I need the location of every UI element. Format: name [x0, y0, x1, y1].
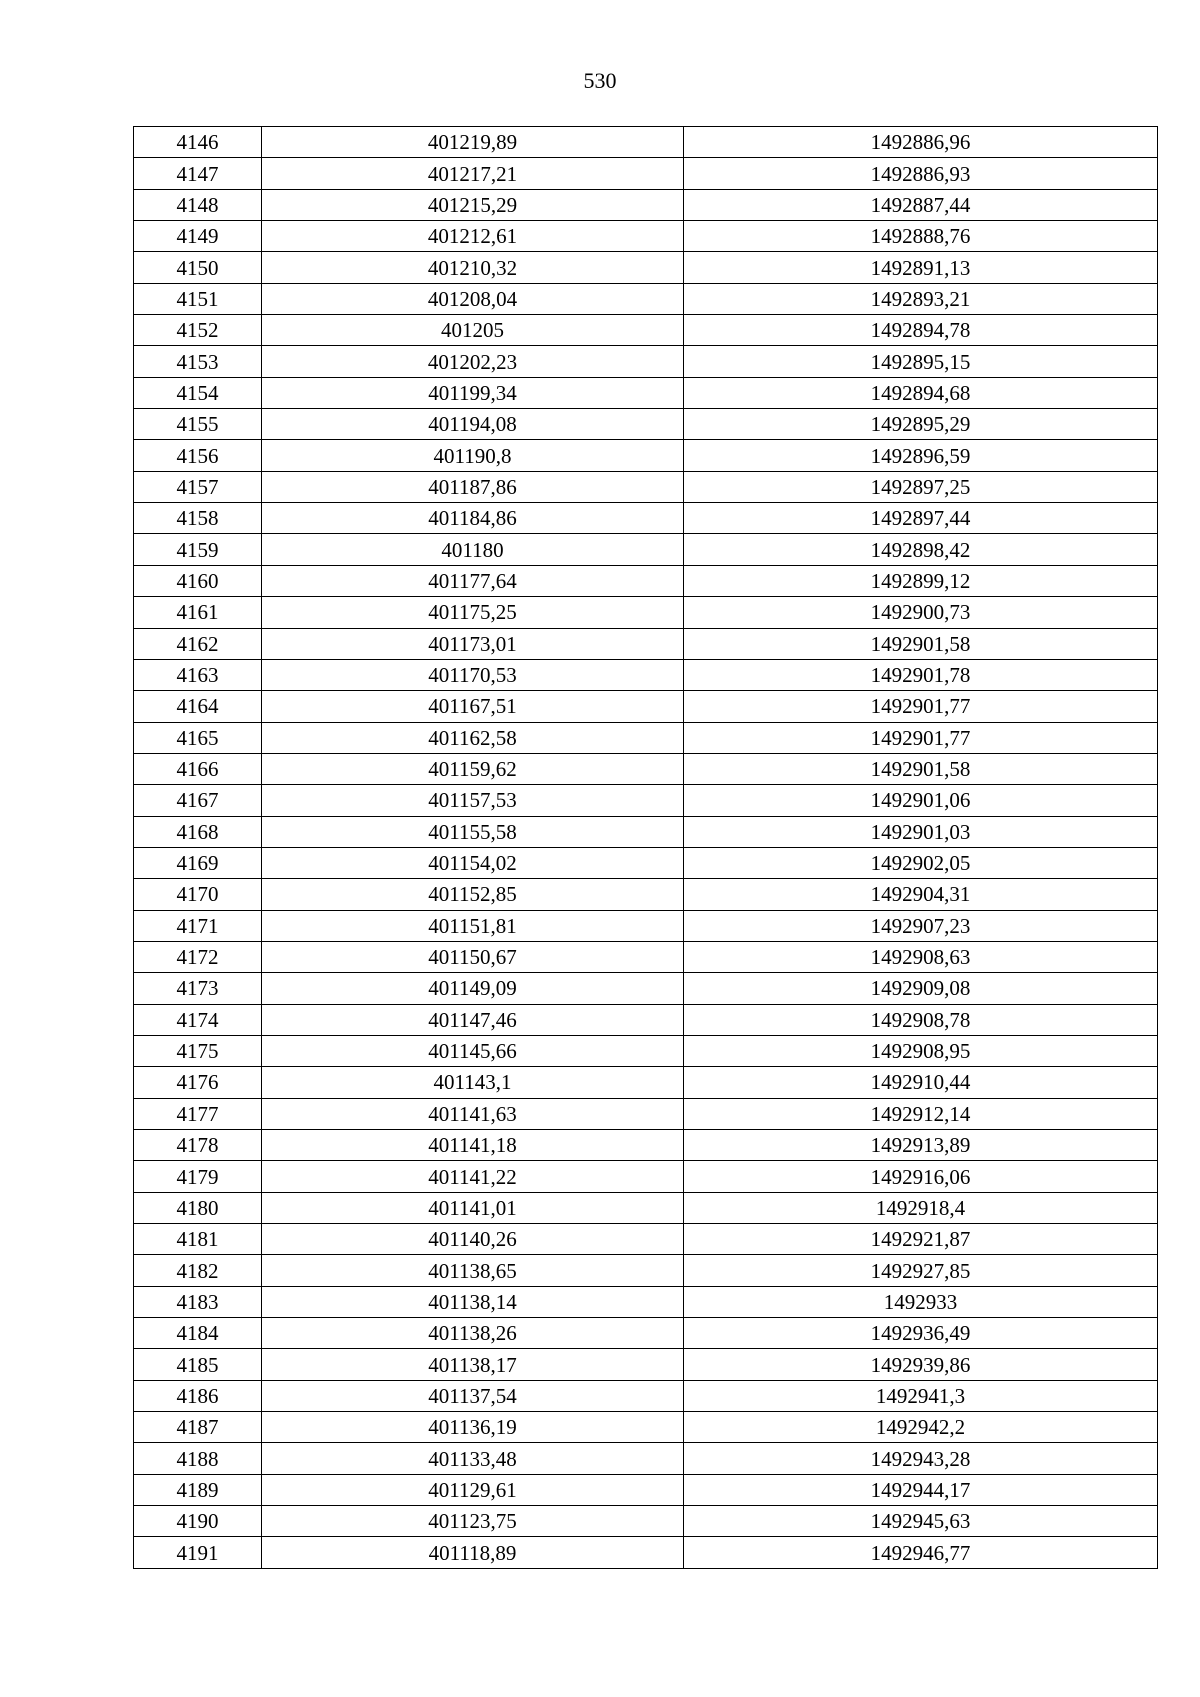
y-coordinate-cell: 1492944,17: [684, 1474, 1158, 1505]
x-coordinate-cell: 401141,63: [262, 1098, 684, 1129]
y-coordinate-cell: 1492901,03: [684, 816, 1158, 847]
x-coordinate-cell: 401180: [262, 534, 684, 565]
x-coordinate-cell: 401138,26: [262, 1318, 684, 1349]
x-coordinate-cell: 401187,86: [262, 471, 684, 502]
x-coordinate-cell: 401150,67: [262, 941, 684, 972]
y-coordinate-cell: 1492908,95: [684, 1035, 1158, 1066]
point-number-cell: 4182: [134, 1255, 262, 1286]
y-coordinate-cell: 1492908,63: [684, 941, 1158, 972]
y-coordinate-cell: 1492910,44: [684, 1067, 1158, 1098]
y-coordinate-cell: 1492897,44: [684, 503, 1158, 534]
x-coordinate-cell: 401143,1: [262, 1067, 684, 1098]
y-coordinate-cell: 1492901,58: [684, 628, 1158, 659]
x-coordinate-cell: 401118,89: [262, 1537, 684, 1568]
x-coordinate-cell: 401140,26: [262, 1224, 684, 1255]
x-coordinate-cell: 401190,8: [262, 440, 684, 471]
y-coordinate-cell: 1492927,85: [684, 1255, 1158, 1286]
table-row: [134, 503, 1158, 534]
y-coordinate-cell: 1492899,12: [684, 565, 1158, 596]
x-coordinate-cell: 401157,53: [262, 785, 684, 816]
x-coordinate-cell: 401184,86: [262, 503, 684, 534]
y-coordinate-cell: 1492894,68: [684, 377, 1158, 408]
y-coordinate-cell: 1492901,78: [684, 659, 1158, 690]
y-coordinate-cell: 1492946,77: [684, 1537, 1158, 1568]
y-coordinate-cell: 1492901,77: [684, 722, 1158, 753]
table-row: [134, 315, 1158, 346]
x-coordinate-cell: 401202,23: [262, 346, 684, 377]
coordinates-table: [133, 126, 1158, 1569]
point-number-cell: 4169: [134, 847, 262, 878]
point-number-cell: 4189: [134, 1474, 262, 1505]
x-coordinate-cell: 401145,66: [262, 1035, 684, 1066]
y-coordinate-cell: 1492913,89: [684, 1130, 1158, 1161]
table-row: [134, 1098, 1158, 1129]
point-number-cell: 4154: [134, 377, 262, 408]
point-number-cell: 4185: [134, 1349, 262, 1380]
point-number-cell: 4173: [134, 973, 262, 1004]
x-coordinate-cell: 401162,58: [262, 722, 684, 753]
table-row: [134, 1192, 1158, 1223]
point-number-cell: 4181: [134, 1224, 262, 1255]
point-number-cell: 4156: [134, 440, 262, 471]
y-coordinate-cell: 1492908,78: [684, 1004, 1158, 1035]
table-row: [134, 377, 1158, 408]
table-row: [134, 722, 1158, 753]
point-number-cell: 4188: [134, 1443, 262, 1474]
table-row: [134, 1318, 1158, 1349]
point-number-cell: 4161: [134, 597, 262, 628]
point-number-cell: 4157: [134, 471, 262, 502]
point-number-cell: 4180: [134, 1192, 262, 1223]
point-number-cell: 4179: [134, 1161, 262, 1192]
point-number-cell: 4183: [134, 1286, 262, 1317]
point-number-cell: 4155: [134, 409, 262, 440]
table-row: [134, 283, 1158, 314]
x-coordinate-cell: 401210,32: [262, 252, 684, 283]
point-number-cell: 4167: [134, 785, 262, 816]
y-coordinate-cell: 1492901,77: [684, 691, 1158, 722]
x-coordinate-cell: 401149,09: [262, 973, 684, 1004]
x-coordinate-cell: 401173,01: [262, 628, 684, 659]
y-coordinate-cell: 1492897,25: [684, 471, 1158, 502]
x-coordinate-cell: 401141,18: [262, 1130, 684, 1161]
y-coordinate-cell: 1492933: [684, 1286, 1158, 1317]
table-row: [134, 409, 1158, 440]
x-coordinate-cell: 401170,53: [262, 659, 684, 690]
point-number-cell: 4146: [134, 127, 262, 158]
table-row: [134, 1161, 1158, 1192]
y-coordinate-cell: 1492895,29: [684, 409, 1158, 440]
table-row: [134, 659, 1158, 690]
x-coordinate-cell: 401129,61: [262, 1474, 684, 1505]
table-row: [134, 1004, 1158, 1035]
table-row: [134, 1412, 1158, 1443]
point-number-cell: 4163: [134, 659, 262, 690]
table-row: [134, 1474, 1158, 1505]
y-coordinate-cell: 1492936,49: [684, 1318, 1158, 1349]
x-coordinate-cell: 401199,34: [262, 377, 684, 408]
y-coordinate-cell: 1492909,08: [684, 973, 1158, 1004]
y-coordinate-cell: 1492901,06: [684, 785, 1158, 816]
x-coordinate-cell: 401194,08: [262, 409, 684, 440]
table-row: [134, 816, 1158, 847]
x-coordinate-cell: 401152,85: [262, 879, 684, 910]
table-row: [134, 1506, 1158, 1537]
y-coordinate-cell: 1492886,96: [684, 127, 1158, 158]
x-coordinate-cell: 401141,01: [262, 1192, 684, 1223]
x-coordinate-cell: 401138,14: [262, 1286, 684, 1317]
y-coordinate-cell: 1492912,14: [684, 1098, 1158, 1129]
y-coordinate-cell: 1492904,31: [684, 879, 1158, 910]
table-row: [134, 1537, 1158, 1568]
point-number-cell: 4168: [134, 816, 262, 847]
table-row: [134, 628, 1158, 659]
point-number-cell: 4150: [134, 252, 262, 283]
y-coordinate-cell: 1492907,23: [684, 910, 1158, 941]
x-coordinate-cell: 401151,81: [262, 910, 684, 941]
x-coordinate-cell: 401217,21: [262, 158, 684, 189]
table-row: [134, 565, 1158, 596]
x-coordinate-cell: 401205: [262, 315, 684, 346]
point-number-cell: 4186: [134, 1380, 262, 1411]
y-coordinate-cell: 1492891,13: [684, 252, 1158, 283]
point-number-cell: 4151: [134, 283, 262, 314]
y-coordinate-cell: 1492893,21: [684, 283, 1158, 314]
point-number-cell: 4172: [134, 941, 262, 972]
x-coordinate-cell: 401175,25: [262, 597, 684, 628]
x-coordinate-cell: 401212,61: [262, 221, 684, 252]
x-coordinate-cell: 401147,46: [262, 1004, 684, 1035]
table-row: [134, 1035, 1158, 1066]
point-number-cell: 4175: [134, 1035, 262, 1066]
table-row: [134, 1130, 1158, 1161]
x-coordinate-cell: 401159,62: [262, 753, 684, 784]
y-coordinate-cell: 1492896,59: [684, 440, 1158, 471]
coordinates-table-body: [134, 127, 1158, 1569]
x-coordinate-cell: 401155,58: [262, 816, 684, 847]
y-coordinate-cell: 1492902,05: [684, 847, 1158, 878]
point-number-cell: 4191: [134, 1537, 262, 1568]
y-coordinate-cell: 1492939,86: [684, 1349, 1158, 1380]
table-row: [134, 1443, 1158, 1474]
table-row: [134, 534, 1158, 565]
x-coordinate-cell: 401138,65: [262, 1255, 684, 1286]
point-number-cell: 4177: [134, 1098, 262, 1129]
y-coordinate-cell: 1492945,63: [684, 1506, 1158, 1537]
table-row: [134, 346, 1158, 377]
y-coordinate-cell: 1492898,42: [684, 534, 1158, 565]
point-number-cell: 4174: [134, 1004, 262, 1035]
point-number-cell: 4148: [134, 189, 262, 220]
y-coordinate-cell: 1492921,87: [684, 1224, 1158, 1255]
table-row: [134, 189, 1158, 220]
point-number-cell: 4153: [134, 346, 262, 377]
point-number-cell: 4171: [134, 910, 262, 941]
y-coordinate-cell: 1492941,3: [684, 1380, 1158, 1411]
point-number-cell: 4152: [134, 315, 262, 346]
y-coordinate-cell: 1492895,15: [684, 346, 1158, 377]
page-number: 530: [583, 68, 617, 93]
point-number-cell: 4170: [134, 879, 262, 910]
point-number-cell: 4147: [134, 158, 262, 189]
table-row: [134, 941, 1158, 972]
y-coordinate-cell: 1492887,44: [684, 189, 1158, 220]
table-row: [134, 973, 1158, 1004]
x-coordinate-cell: 401215,29: [262, 189, 684, 220]
table-row: [134, 879, 1158, 910]
point-number-cell: 4162: [134, 628, 262, 659]
table-row: [134, 847, 1158, 878]
x-coordinate-cell: 401136,19: [262, 1412, 684, 1443]
table-row: [134, 1380, 1158, 1411]
x-coordinate-cell: 401141,22: [262, 1161, 684, 1192]
table-row: [134, 1224, 1158, 1255]
table-row: [134, 1349, 1158, 1380]
table-row: [134, 1255, 1158, 1286]
point-number-cell: 4190: [134, 1506, 262, 1537]
point-number-cell: 4184: [134, 1318, 262, 1349]
x-coordinate-cell: 401133,48: [262, 1443, 684, 1474]
x-coordinate-cell: 401138,17: [262, 1349, 684, 1380]
y-coordinate-cell: 1492916,06: [684, 1161, 1158, 1192]
table-row: [134, 252, 1158, 283]
table-row: [134, 597, 1158, 628]
point-number-cell: 4160: [134, 565, 262, 596]
point-number-cell: 4176: [134, 1067, 262, 1098]
table-row: [134, 221, 1158, 252]
table-row: [134, 158, 1158, 189]
y-coordinate-cell: 1492918,4: [684, 1192, 1158, 1223]
x-coordinate-cell: 401219,89: [262, 127, 684, 158]
x-coordinate-cell: 401167,51: [262, 691, 684, 722]
table-row: [134, 471, 1158, 502]
table-row: [134, 127, 1158, 158]
point-number-cell: 4159: [134, 534, 262, 565]
y-coordinate-cell: 1492942,2: [684, 1412, 1158, 1443]
point-number-cell: 4164: [134, 691, 262, 722]
x-coordinate-cell: 401154,02: [262, 847, 684, 878]
point-number-cell: 4166: [134, 753, 262, 784]
x-coordinate-cell: 401137,54: [262, 1380, 684, 1411]
y-coordinate-cell: 1492886,93: [684, 158, 1158, 189]
y-coordinate-cell: 1492943,28: [684, 1443, 1158, 1474]
table-row: [134, 1286, 1158, 1317]
table-row: [134, 910, 1158, 941]
table-row: [134, 440, 1158, 471]
table-row: [134, 785, 1158, 816]
point-number-cell: 4149: [134, 221, 262, 252]
x-coordinate-cell: 401208,04: [262, 283, 684, 314]
y-coordinate-cell: 1492901,58: [684, 753, 1158, 784]
x-coordinate-cell: 401123,75: [262, 1506, 684, 1537]
point-number-cell: 4187: [134, 1412, 262, 1443]
point-number-cell: 4158: [134, 503, 262, 534]
x-coordinate-cell: 401177,64: [262, 565, 684, 596]
table-row: [134, 1067, 1158, 1098]
y-coordinate-cell: 1492888,76: [684, 221, 1158, 252]
table-row: [134, 753, 1158, 784]
y-coordinate-cell: 1492900,73: [684, 597, 1158, 628]
table-row: [134, 691, 1158, 722]
point-number-cell: 4165: [134, 722, 262, 753]
y-coordinate-cell: 1492894,78: [684, 315, 1158, 346]
point-number-cell: 4178: [134, 1130, 262, 1161]
